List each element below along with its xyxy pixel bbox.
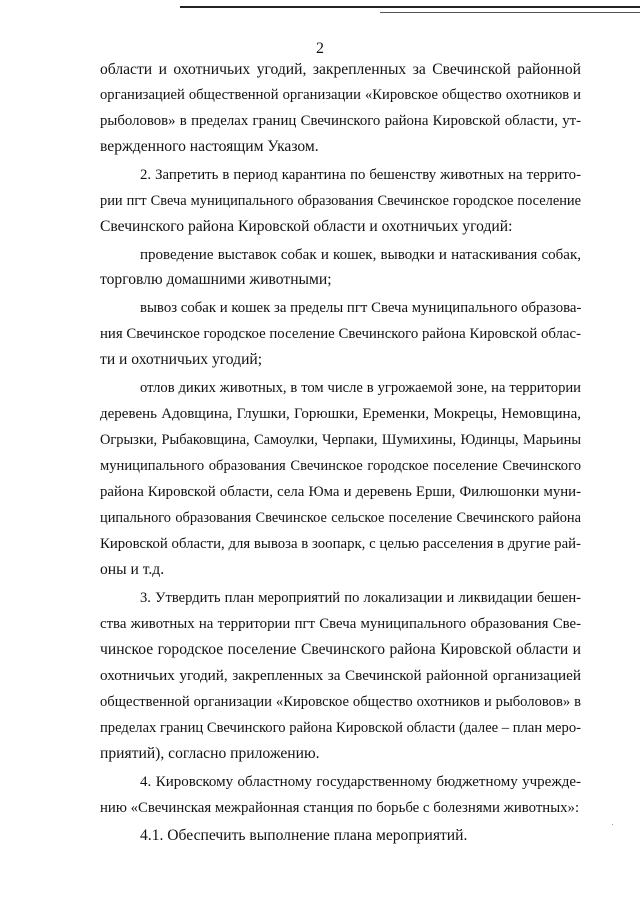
text-line: Огрызки, Рыбаковщина, Самоулки, Черпаки, Шумихины, Юдинцы, Марьины [100,432,581,448]
text-line: ния Свечинское городское поселение Свечинского района Кировской облас- [100,326,581,342]
text-line: общественной организации «Кировское общество охотников и рыболовов» в [100,694,581,710]
text-line: приятий), согласно приложению. [100,745,320,762]
top-border-rule-secondary [380,12,640,13]
page-number: 2 [316,40,324,57]
text-line: 4.1. Обеспечить выполнение плана мероприятий. [140,827,468,844]
text-line: отлов диких животных, в том числе в угрожаемой зоне, на территории [140,380,581,396]
text-line: 3. Утвердить план мероприятий по локализации и ликвидации бешен- [140,590,581,606]
text-line: пределах границ Свечинского района Кировской области (далее – план меро- [100,720,581,736]
text-line: ства животных на территории пгт Свеча муниципального образования Све- [100,616,581,632]
text-line: Кировской области, для вывоза в зоопарк, с целью расселения в другие рай- [100,536,581,552]
text-line: охотничьих угодий, закрепленных за Свечинской районной организацией [100,667,581,684]
text-line: ти и охотничьих угодий; [100,351,263,368]
text-line: района Кировской области, села Юма и деревень Ерши, Филюшонки муни- [100,484,581,500]
text-line: 2. Запретить в период карантина по бешенству животных на террито- [140,167,581,183]
text-line: организацией общественной организации «Кировское общество охотников и [100,87,581,103]
text-line: оны и т.д. [100,561,165,578]
text-line: нию «Свечинская межрайонная станция по борьбе с болезнями животных»: [100,800,580,816]
text-line: торговлю домашними животными; [100,271,332,288]
text-line: проведение выставок собак и кошек, выводки и натаскивания собак, [140,247,581,263]
text-line: вержденного настоящим Указом. [100,138,319,155]
text-line: чинское городское поселение Свечинского района Кировской области и [100,641,581,658]
text-line: вывоз собак и кошек за пределы пгт Свеча муниципального образова- [140,300,582,316]
text-line: рыболовов» в пределах границ Свечинского района Кировской области, ут- [100,113,581,129]
text-line: ципального образования Свечинское сельское поселение Свечинского района [100,510,581,526]
text-line: области и охотничьих угодий, закрепленных за Свечинской районной [100,61,581,78]
text-line: Свечинского района Кировской области и охотничьих угодий: [100,218,513,235]
scan-speck [612,824,613,825]
text-line: рии пгт Свеча муниципального образования Свечинское городское поселение [100,193,581,209]
text-line: муниципального образования Свечинское городское поселение Свечинского [100,458,581,474]
top-border-rule [180,6,640,8]
text-line: деревень Адовщина, Глушки, Горюшки, Еременки, Мокрецы, Немовщина, [100,406,581,422]
text-line: 4. Кировскому областному государственному бюджетному учрежде- [140,774,581,790]
